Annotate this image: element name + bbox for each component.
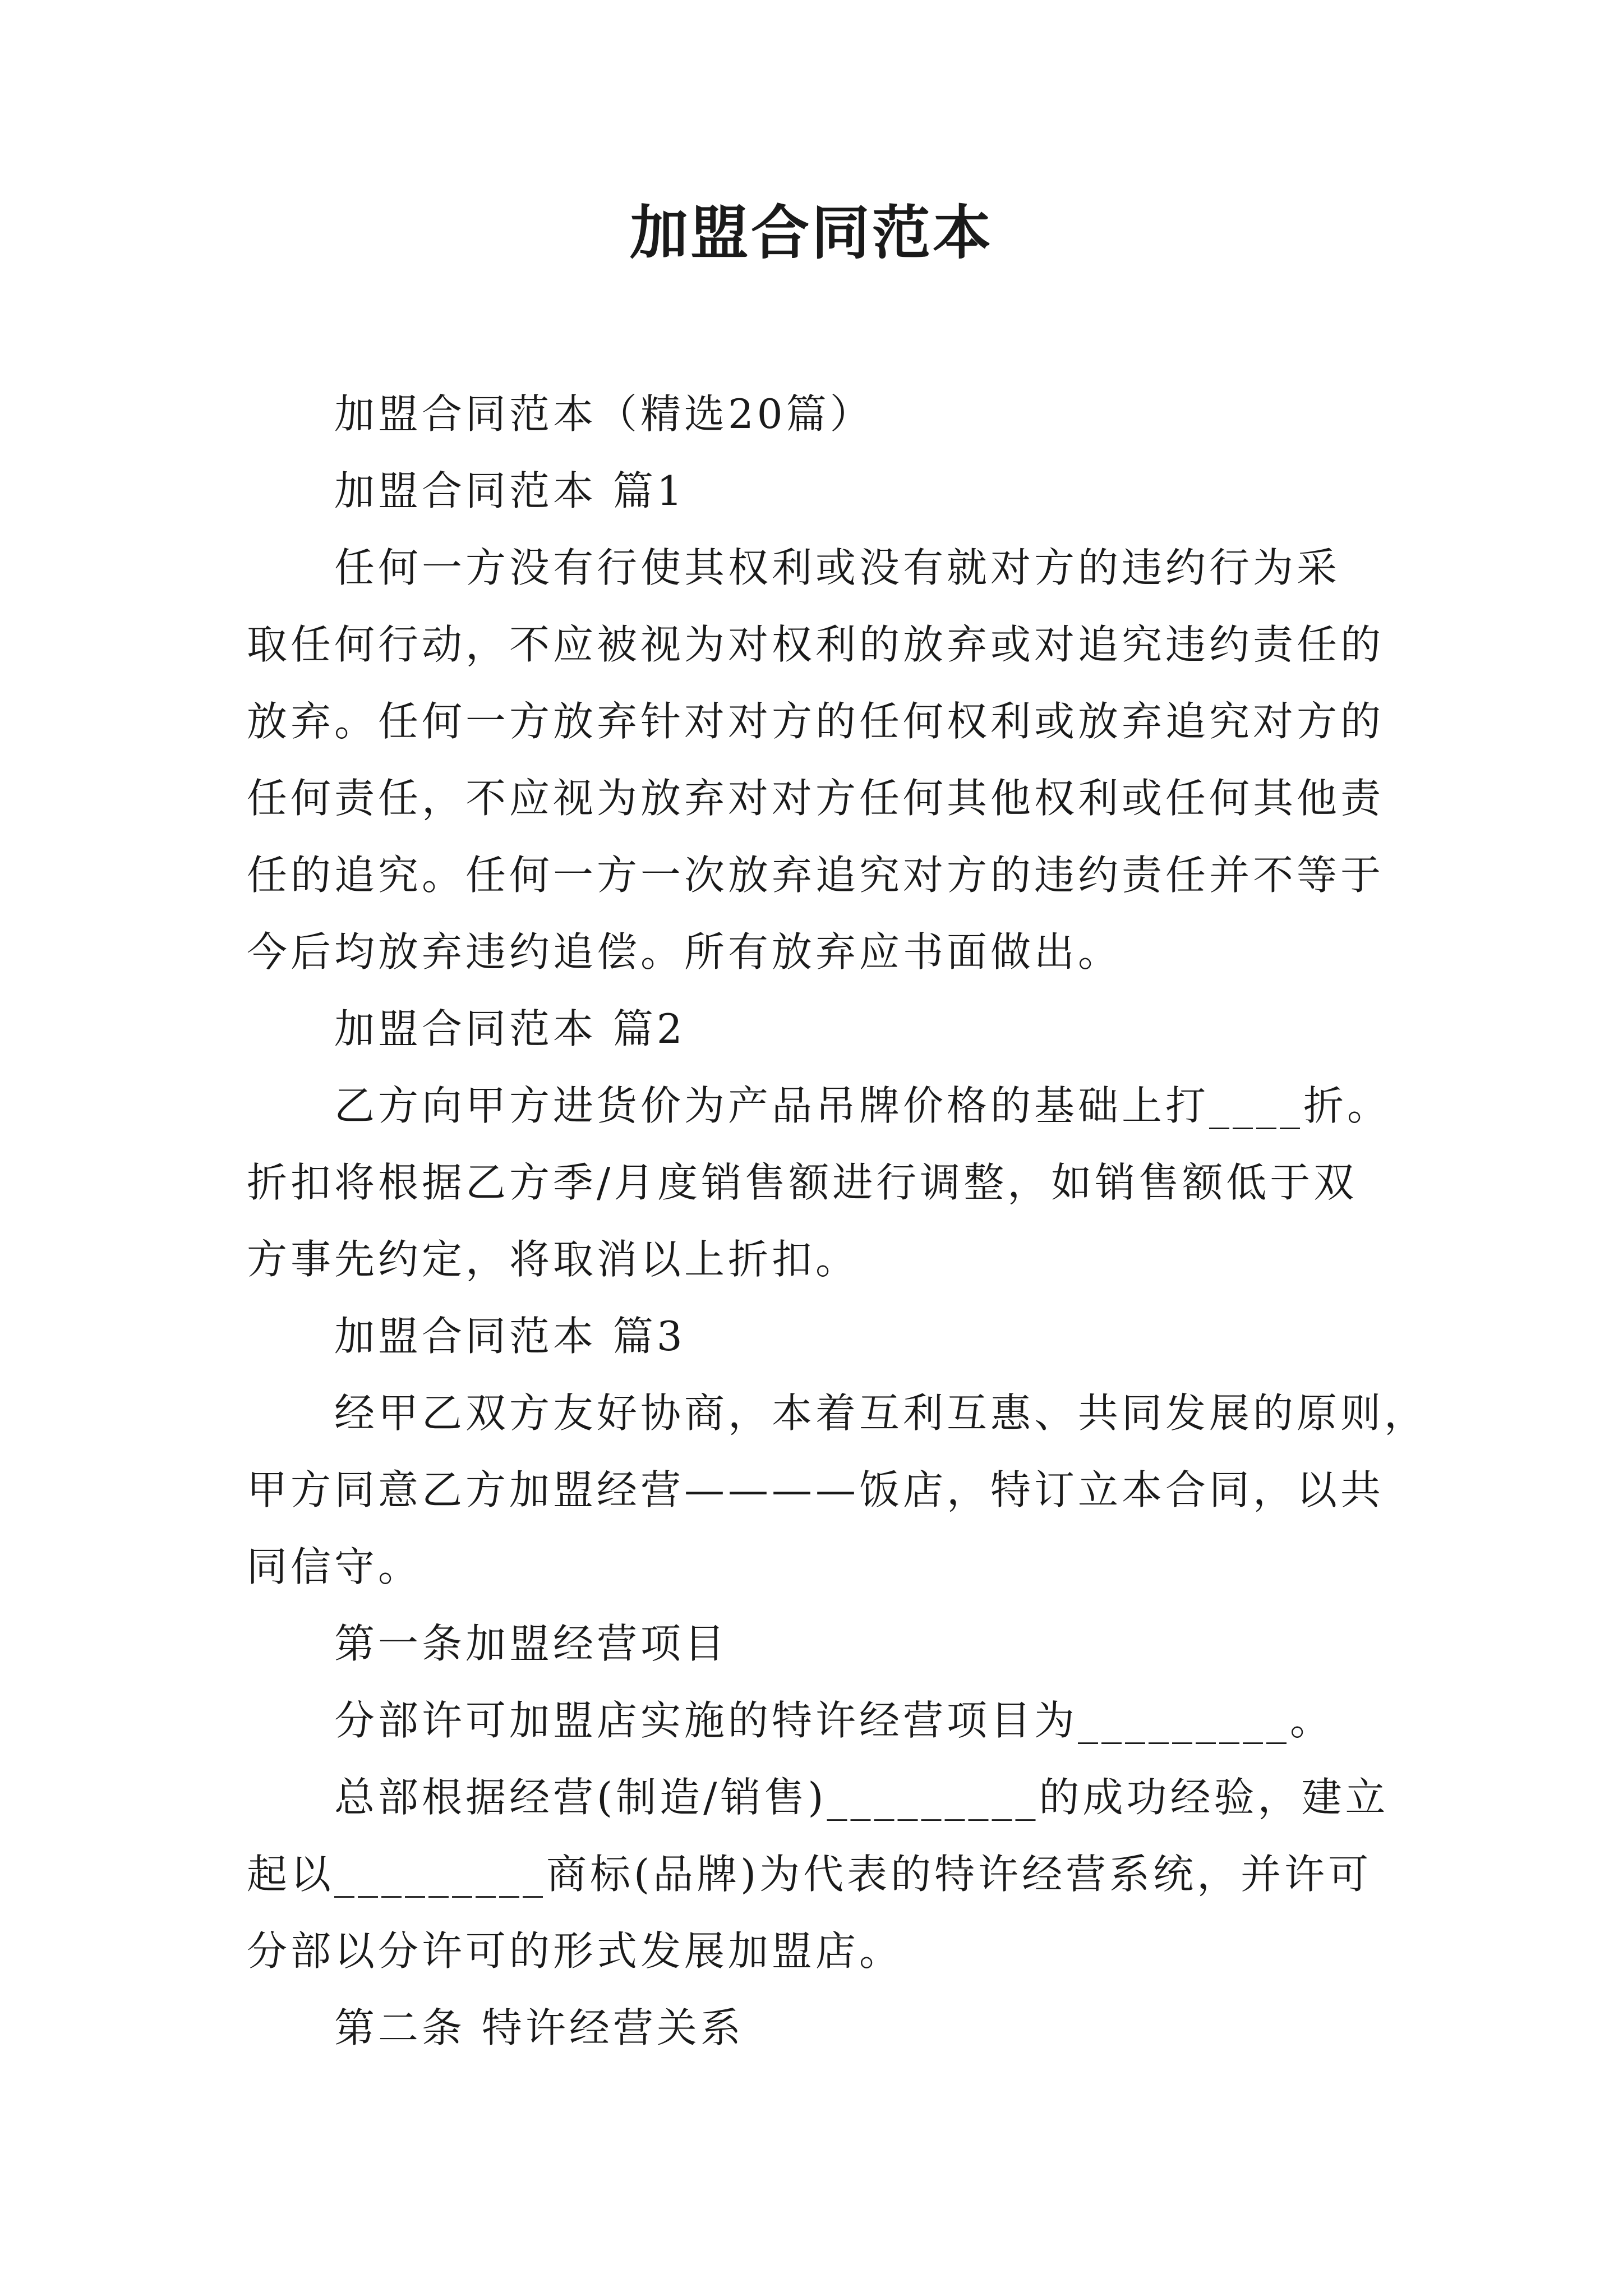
text-line: 经甲乙双方友好协商，本着互利互惠、共同发展的原则， [334, 1389, 1428, 1437]
text-line: 放弃。任何一方放弃针对对方的任何权利或放弃追究对方的 [247, 698, 1385, 745]
article-heading: 第一条加盟经营项目 [334, 1620, 728, 1667]
text-line: 分部许可加盟店实施的特许经营项目为_________。 [334, 1697, 1334, 1744]
text-line: 方事先约定，将取消以上折扣。 [247, 1236, 860, 1283]
text-line: 总部根据经营(制造/销售)_________的成功经验，建立 [334, 1774, 1389, 1821]
document-body [247, 376, 1428, 2067]
text-line: 甲方同意乙方加盟经营————饭店，特订立本合同，以共 [247, 1466, 1385, 1513]
section-heading: 加盟合同范本 篇2 [334, 1005, 686, 1052]
text-line: 折扣将根据乙方季/月度销售额进行调整，如销售额低于双 [247, 1159, 1358, 1206]
text-line: 任的追究。任何一方一次放弃追究对方的违约责任并不等于 [247, 852, 1385, 899]
section-heading: 加盟合同范本 篇1 [334, 467, 686, 514]
text-line: 加盟合同范本（精选20篇） [334, 390, 874, 438]
text-line: 取任何行动，不应被视为对权利的放弃或对追究违约责任的 [247, 621, 1385, 668]
text-line: 分部以分许可的形式发展加盟店。 [247, 1927, 903, 1975]
text-line: 乙方向甲方进货价为产品吊牌价格的基础上打____折。 [334, 1082, 1391, 1129]
text-line: 同信守。 [247, 1543, 422, 1590]
text-line: 任何责任，不应视为放弃对对方任何其他权利或任何其他责 [247, 775, 1385, 822]
section-heading: 加盟合同范本 篇3 [334, 1313, 686, 1360]
document-title: 加盟合同范本 [629, 198, 993, 267]
article-heading: 第二条 特许经营关系 [334, 2004, 744, 2051]
text-line: 起以_________商标(品牌)为代表的特许经营系统，并许可 [247, 1851, 1372, 1898]
text-line: 今后均放弃违约追偿。所有放弃应书面做出。 [247, 928, 1122, 976]
text-line: 任何一方没有行使其权利或没有就对方的违约行为采 [334, 544, 1341, 591]
